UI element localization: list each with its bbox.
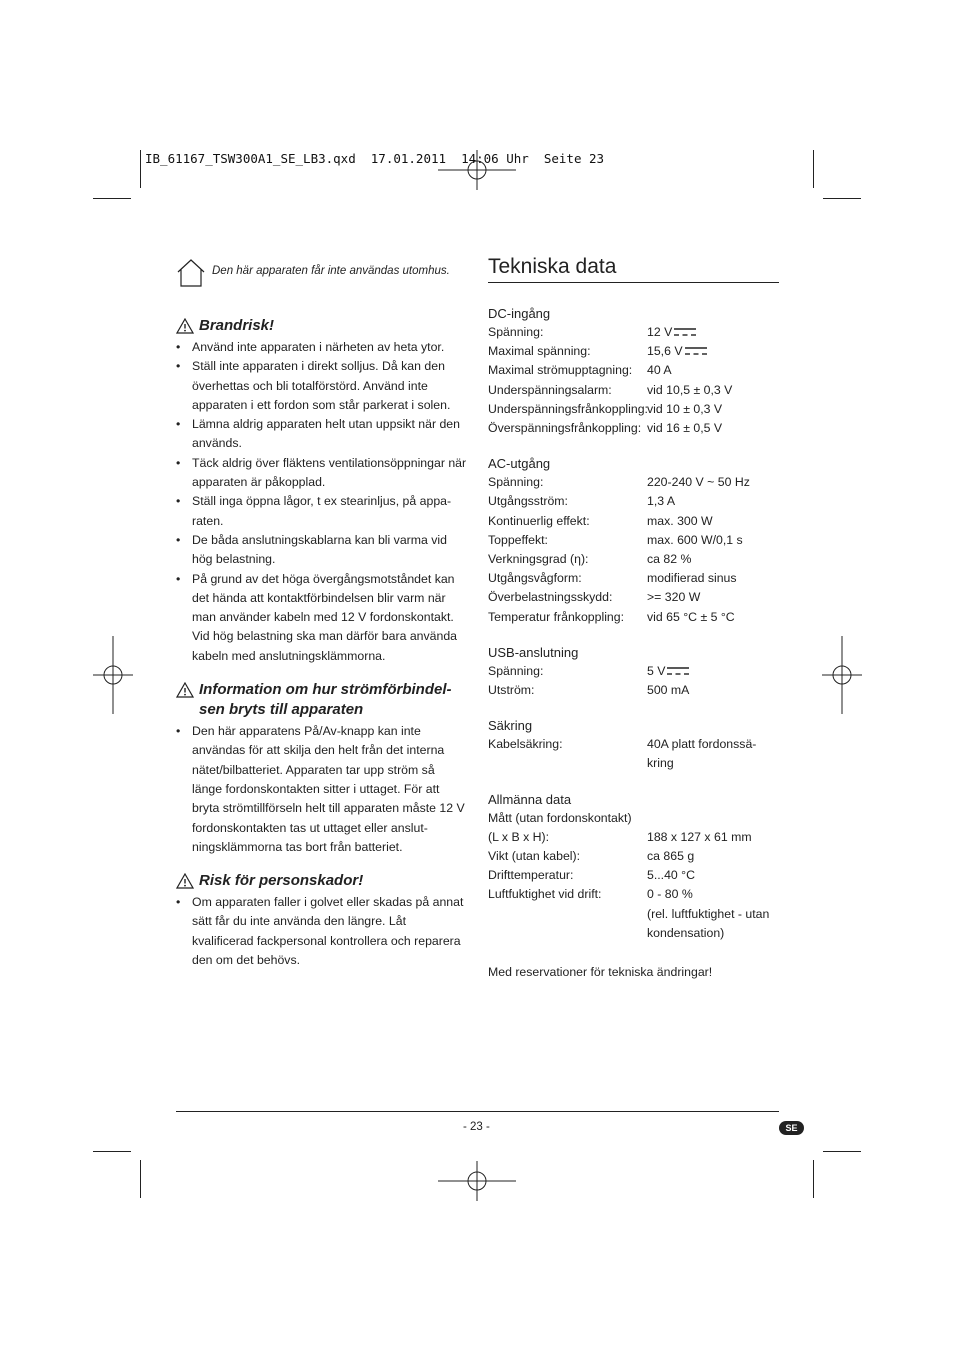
reservation-note: Med reservationer för tekniska ändringar! bbox=[488, 965, 713, 980]
spec-value-text: vid 10 ± 0,3 V bbox=[647, 401, 723, 416]
spec-row bbox=[488, 866, 779, 885]
spec-value-text: 220-240 V ~ 50 Hz bbox=[647, 475, 750, 490]
spec-value-text: 15,6 V bbox=[647, 344, 683, 359]
spec-row bbox=[488, 512, 779, 531]
spec-label: Överbelastningsskydd: bbox=[488, 590, 613, 605]
language-badge: SE bbox=[779, 1121, 804, 1135]
disconnect-info-heading: Information om hur strömförbindel-sen bryts till apparaten bbox=[176, 680, 468, 720]
spec-value bbox=[647, 323, 779, 342]
spec-row bbox=[488, 550, 779, 569]
spec-row bbox=[488, 662, 779, 681]
spec-label: Utström: bbox=[488, 683, 535, 698]
spec-row bbox=[488, 342, 779, 361]
dc-symbol-icon bbox=[667, 666, 689, 676]
spec-value bbox=[647, 419, 779, 438]
spec-value bbox=[647, 847, 779, 866]
spec-value bbox=[647, 473, 779, 492]
spec-value bbox=[647, 809, 779, 828]
spec-value bbox=[647, 905, 779, 943]
spec-label: Överspänningsfrånkoppling: bbox=[488, 421, 642, 436]
spec-value-text: 40 A bbox=[647, 363, 672, 378]
registration-mark-bottom bbox=[438, 1161, 516, 1201]
spec-value-text: vid 10,5 ± 0,3 V bbox=[647, 382, 733, 397]
spec-row bbox=[488, 473, 779, 492]
spec-value-text: ca 865 g bbox=[647, 849, 695, 864]
spec-value-text: vid 16 ± 0,5 V bbox=[647, 421, 723, 436]
list-item: • Lämna aldrig apparaten helt utan uppsikt när den används. bbox=[176, 415, 468, 454]
dc-symbol-icon bbox=[685, 346, 707, 356]
list-item: • Om apparaten faller i golvet eller skadas på annat sätt får du inte använda den längre. Låt kvalificerad fackpersonal kontrollera och reparera den om det behövs. bbox=[176, 893, 468, 970]
spec-value bbox=[647, 866, 779, 885]
spec-value-text: 0 - 80 % bbox=[647, 887, 693, 902]
spec-row bbox=[488, 847, 779, 866]
spec-label: Vikt (utan kabel): bbox=[488, 849, 581, 864]
spec-value-text: (rel. luftfuktighet - utan kondensation) bbox=[647, 906, 770, 940]
spec-row bbox=[488, 400, 779, 419]
disconnect-info-list bbox=[176, 722, 468, 857]
spec-row bbox=[488, 381, 779, 400]
spec-label: Kabelsäkring: bbox=[488, 737, 563, 752]
spec-value-text: 40A platt fordonssä-kring bbox=[647, 737, 757, 771]
spec-label: Spänning: bbox=[488, 475, 544, 490]
spec-label: Kontinuerlig effekt: bbox=[488, 513, 590, 528]
spec-value-text: 5...40 °C bbox=[647, 868, 695, 883]
spec-section-heading: Säkring bbox=[488, 718, 533, 734]
spec-label: Luftfuktighet vid drift: bbox=[488, 887, 602, 902]
list-item: • De båda anslutningskablarna kan bli varma vid hög belastning. bbox=[176, 531, 468, 570]
crop-mark bbox=[93, 198, 131, 199]
spec-label: Verkningsgrad (η): bbox=[488, 552, 589, 567]
footer-rule bbox=[176, 1111, 779, 1112]
injury-risk-list bbox=[176, 893, 468, 970]
list-item: • Ställ inga öppna lågor, t ex stearinljus, på appa-raten. bbox=[176, 492, 468, 531]
spec-value-text: vid 65 °C ± 5 °C bbox=[647, 609, 735, 624]
spec-row bbox=[488, 735, 779, 773]
spec-label: Maximal spänning: bbox=[488, 344, 591, 359]
spec-value-text: 500 mA bbox=[647, 683, 690, 698]
spec-label: Utgångsström: bbox=[488, 494, 568, 509]
spec-section-heading: USB-anslutning bbox=[488, 644, 579, 660]
warning-icon bbox=[176, 873, 194, 889]
spec-label bbox=[488, 905, 647, 943]
list-item: • Ställ inte apparaten i direkt solljus. Då kan den överhettas och bli totalförstörd. Använd inte apparaten i ett fordon som står parkerat i solen. bbox=[176, 357, 468, 415]
list-item: • På grund av det höga övergångsmotståndet kan det hända att kontaktförbindelsen blir varm när man använder kabeln med 12 V fordonskontakt. Vid hög belastning ska man därför bara använda kabeln med anslutningsklämmorna. bbox=[176, 570, 468, 666]
crop-mark bbox=[813, 150, 814, 188]
registration-mark-left bbox=[93, 636, 133, 714]
spec-section-heading: AC-utgång bbox=[488, 456, 551, 472]
spec-value bbox=[647, 342, 779, 361]
fire-risk-heading: Brandrisk! bbox=[176, 316, 468, 336]
registration-mark-right bbox=[822, 636, 862, 714]
spec-value bbox=[647, 662, 779, 681]
spec-label: Mått (utan fordonskontakt) bbox=[488, 810, 632, 825]
spec-label: Underspänningsfrånkoppling: bbox=[488, 401, 648, 416]
crop-mark bbox=[823, 198, 861, 199]
crop-mark bbox=[823, 1151, 861, 1152]
spec-label: Spänning: bbox=[488, 325, 544, 339]
spec-value-text: >= 320 W bbox=[647, 590, 701, 605]
crop-mark bbox=[813, 1160, 814, 1198]
spec-label: (L x B x H): bbox=[488, 829, 550, 844]
dc-symbol-icon bbox=[674, 327, 696, 337]
warning-icon bbox=[176, 318, 194, 334]
spec-value-text: 12 V bbox=[647, 325, 673, 339]
list-item: • Använd inte apparaten i närheten av heta ytor. bbox=[176, 338, 468, 357]
crop-mark bbox=[93, 1151, 131, 1152]
spec-sections bbox=[488, 305, 779, 943]
indoor-use-note bbox=[176, 258, 468, 290]
page-title: Tekniska data bbox=[488, 254, 779, 283]
spec-value bbox=[647, 608, 779, 627]
injury-risk-heading: Risk för personskador! bbox=[176, 871, 468, 891]
spec-value-text: 1,3 A bbox=[647, 494, 676, 509]
spec-value-text: modifierad sinus bbox=[647, 571, 737, 586]
spec-section-heading: DC-ingång bbox=[488, 306, 551, 321]
spec-label: Spänning: bbox=[488, 663, 544, 678]
spec-value bbox=[647, 550, 779, 569]
spec-row bbox=[488, 419, 779, 438]
technical-data-column bbox=[488, 254, 779, 979]
spec-value bbox=[647, 531, 779, 550]
list-item: • Den här apparatens På/Av-knapp kan inte användas för att skilja den helt från det interna nätet/bilbatteriet. Apparaten tar upp ström så länge fordonskontakten sitter i uttaget. För att bryta strömtillförseln helt till apparaten måste 12 V fordonskontakten tas ut uttaget eller anslut-ningsklämmorna tas bort från batteriet. bbox=[176, 722, 468, 857]
house-icon bbox=[176, 258, 206, 288]
spec-value bbox=[647, 361, 779, 380]
spec-value bbox=[647, 400, 779, 419]
spec-row bbox=[488, 492, 779, 511]
spec-row bbox=[488, 588, 779, 607]
spec-value-text: max. 600 W/0,1 s bbox=[647, 532, 743, 547]
spec-row bbox=[488, 531, 779, 550]
spec-value-text: 188 x 127 x 61 mm bbox=[647, 829, 752, 844]
spec-value bbox=[647, 512, 779, 531]
spec-value-text: 5 V bbox=[647, 663, 666, 678]
spec-row bbox=[488, 569, 779, 588]
spec-label: Temperatur frånkoppling: bbox=[488, 609, 625, 624]
indoor-use-text: Den här apparaten får inte användas utomhus. bbox=[212, 265, 450, 277]
warning-icon bbox=[176, 682, 194, 698]
page-number: - 23 - bbox=[463, 1121, 490, 1133]
spec-row bbox=[488, 323, 779, 342]
spec-row bbox=[488, 681, 779, 700]
spec-value bbox=[647, 681, 779, 700]
spec-label: Maximal strömupptagning: bbox=[488, 363, 633, 378]
fire-risk-list bbox=[176, 338, 468, 666]
spec-row bbox=[488, 608, 779, 627]
spec-value bbox=[647, 885, 779, 904]
crop-mark bbox=[140, 150, 141, 188]
spec-row bbox=[488, 809, 779, 828]
spec-row bbox=[488, 828, 779, 847]
spec-row bbox=[488, 905, 779, 943]
spec-value bbox=[647, 735, 779, 773]
spec-label: Toppeffekt: bbox=[488, 532, 548, 547]
spec-value bbox=[647, 588, 779, 607]
safety-column bbox=[176, 258, 468, 970]
spec-row bbox=[488, 361, 779, 380]
spec-value-text: ca 82 % bbox=[647, 552, 692, 567]
spec-section-heading: Allmänna data bbox=[488, 791, 572, 807]
print-slug: IB_61167_TSW300A1_SE_LB3.qxd 17.01.2011 14:06 Uhr Seite 23 bbox=[145, 151, 605, 166]
spec-value bbox=[647, 492, 779, 511]
spec-row bbox=[488, 885, 779, 904]
spec-value bbox=[647, 569, 779, 588]
spec-value-text: max. 300 W bbox=[647, 513, 713, 528]
spec-value bbox=[647, 381, 779, 400]
spec-value bbox=[647, 828, 779, 847]
spec-label: Utgångsvågform: bbox=[488, 571, 582, 586]
spec-label: Drifttemperatur: bbox=[488, 868, 574, 883]
crop-mark bbox=[140, 1160, 141, 1198]
list-item: • Täck aldrig över fläktens ventilationsöppningar när apparaten är påkopplad. bbox=[176, 454, 468, 493]
spec-label: Underspänningsalarm: bbox=[488, 382, 612, 397]
